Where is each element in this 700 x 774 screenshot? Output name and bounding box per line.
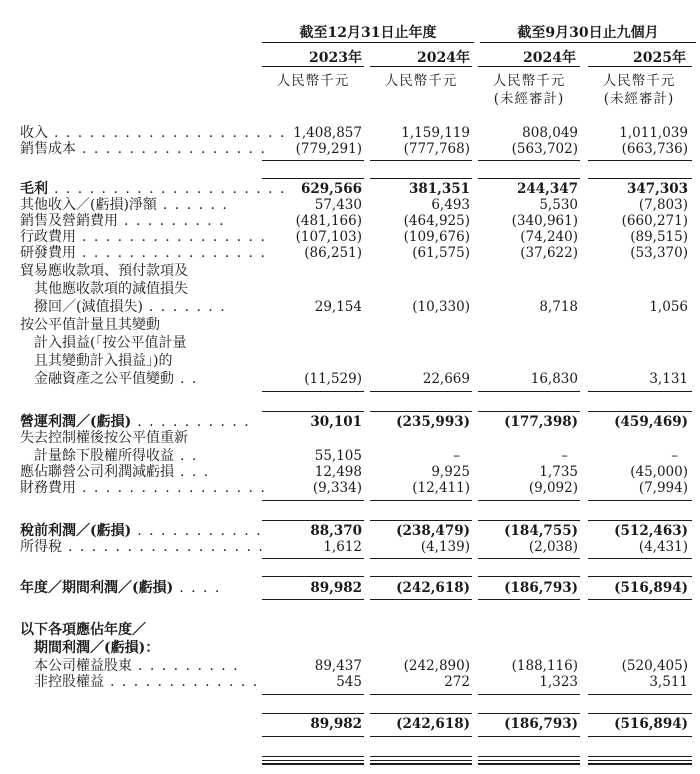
year-rule-2 bbox=[370, 66, 472, 67]
row-label bbox=[20, 523, 262, 539]
leader-dots: . . . . . . . . . . . bbox=[131, 523, 263, 539]
row-label-text: 銷售成本 bbox=[20, 141, 76, 157]
table-rule-double bbox=[478, 760, 580, 761]
cell-value: (186,793) bbox=[504, 716, 578, 732]
table-rule bbox=[588, 500, 692, 501]
row-label-text: 計入損益(「按公平值計量 bbox=[34, 335, 187, 351]
table-rule bbox=[588, 558, 692, 559]
table-rule bbox=[262, 736, 364, 737]
cell-value: 1,408,857 bbox=[293, 125, 362, 141]
cell-value: 12,498 bbox=[314, 464, 362, 480]
cell-value: (242,618) bbox=[396, 580, 470, 596]
table-rule-double bbox=[588, 760, 692, 761]
table-rule bbox=[370, 411, 472, 412]
cell-value: 1,011,039 bbox=[619, 125, 688, 141]
row-label-text: 稅前利潤／(虧損) bbox=[20, 523, 132, 539]
cell-value: (9,334) bbox=[312, 480, 362, 496]
row-label-text: 失去控制權後按公平值重新 bbox=[20, 430, 188, 446]
table-rule bbox=[370, 558, 472, 559]
row-label-text: 非控股權益 bbox=[34, 674, 104, 690]
table-rule bbox=[262, 694, 364, 695]
row-label-text: 應佔聯營公司利潤減虧損 bbox=[20, 464, 174, 480]
cell-value: 88,370 bbox=[310, 523, 362, 539]
table-rule bbox=[588, 694, 692, 695]
row-label bbox=[20, 213, 225, 229]
table-rule bbox=[262, 391, 364, 392]
cell-value: (235,993) bbox=[396, 414, 470, 430]
cell-value: 1,056 bbox=[649, 299, 688, 315]
cell-value: (777,768) bbox=[403, 141, 470, 157]
leader-dots: . . . . . . . . . . . . . . . . . bbox=[62, 539, 265, 555]
leader-dots: . . bbox=[174, 448, 198, 464]
table-rule bbox=[478, 756, 580, 757]
table-rule bbox=[478, 713, 580, 714]
cell-value: (89,515) bbox=[630, 229, 688, 245]
cell-value: (177,398) bbox=[504, 414, 578, 430]
unit-col1: 人民幣千元 bbox=[276, 73, 350, 89]
table-rule bbox=[370, 599, 472, 600]
row-label bbox=[20, 622, 146, 638]
row-label bbox=[20, 480, 266, 496]
unaudited-col3: (未經審計) bbox=[493, 91, 565, 107]
leader-dots: . . . . . . . . . . . . . . . . . . . . bbox=[48, 181, 287, 197]
row-label bbox=[34, 371, 198, 387]
year-2023: 2023年 bbox=[309, 50, 362, 66]
cell-value: (12,411) bbox=[412, 480, 470, 496]
cell-value: 22,669 bbox=[422, 371, 470, 387]
table-rule bbox=[478, 694, 580, 695]
cell-value: (242,618) bbox=[396, 716, 470, 732]
header-rule-annual bbox=[262, 42, 474, 43]
year-2024-nine: 2024年 bbox=[523, 50, 576, 66]
cell-value: 89,437 bbox=[314, 658, 362, 674]
table-rule-double bbox=[262, 763, 364, 765]
table-rule bbox=[262, 576, 364, 577]
table-rule bbox=[588, 160, 692, 161]
cell-value: (186,793) bbox=[504, 580, 578, 596]
row-label-text: 所得稅 bbox=[20, 539, 62, 555]
row-label bbox=[20, 539, 264, 555]
cell-value: 1,323 bbox=[539, 674, 578, 690]
cell-value: (242,890) bbox=[403, 658, 470, 674]
cell-value: (11,529) bbox=[304, 371, 362, 387]
row-label-text: 貿易應收款項、預付款項及 bbox=[20, 263, 188, 279]
cell-value: (45,000) bbox=[630, 464, 688, 480]
cell-value: (7,994) bbox=[638, 480, 688, 496]
table-rule bbox=[262, 160, 364, 161]
table-rule bbox=[478, 599, 580, 600]
cell-value: 30,101 bbox=[310, 414, 362, 430]
cell-value: (779,291) bbox=[295, 141, 362, 157]
leader-dots: . . . . . . . . . bbox=[118, 213, 226, 229]
table-rule bbox=[370, 520, 472, 521]
cell-value: (563,702) bbox=[511, 141, 578, 157]
cell-value: (10,330) bbox=[412, 299, 470, 315]
row-label-text: 年度／期間利潤／(虧損) bbox=[20, 580, 174, 596]
table-rule bbox=[478, 576, 580, 577]
row-label bbox=[34, 353, 172, 369]
table-rule bbox=[588, 178, 692, 179]
row-label bbox=[20, 263, 188, 279]
cell-value: (238,479) bbox=[396, 523, 470, 539]
leader-dots: . . . bbox=[174, 464, 210, 480]
row-label bbox=[20, 141, 266, 157]
cell-value: (86,251) bbox=[304, 245, 362, 261]
row-label bbox=[34, 281, 188, 297]
cell-value: (7,803) bbox=[638, 197, 688, 213]
table-rule bbox=[478, 391, 580, 392]
table-rule bbox=[262, 756, 364, 757]
cell-value: (53,370) bbox=[630, 245, 688, 261]
cell-value: (464,925) bbox=[403, 213, 470, 229]
cell-value: – bbox=[561, 448, 568, 464]
table-rule-double bbox=[262, 760, 364, 761]
cell-value: (109,676) bbox=[403, 229, 470, 245]
table-rule bbox=[370, 713, 472, 714]
table-rule-double bbox=[478, 763, 580, 765]
table-rule bbox=[588, 520, 692, 521]
cell-value: 1,735 bbox=[539, 464, 578, 480]
cell-value: 89,982 bbox=[310, 716, 362, 732]
row-label-text: 研發費用 bbox=[20, 245, 76, 261]
cell-value: 55,105 bbox=[314, 448, 362, 464]
row-label-text: 金融資產之公平值變動 bbox=[34, 371, 174, 387]
row-label bbox=[20, 197, 228, 213]
table-rule bbox=[370, 756, 472, 757]
table-rule bbox=[370, 178, 472, 179]
table-rule bbox=[370, 694, 472, 695]
header-rule-ninemonths bbox=[480, 42, 696, 43]
year-2024-annual: 2024年 bbox=[417, 50, 470, 66]
cell-value: 9,925 bbox=[431, 464, 470, 480]
leader-dots: . . . . . . . bbox=[142, 299, 227, 315]
unit-col4: 人民幣千元 bbox=[602, 73, 676, 89]
cell-value: 808,049 bbox=[522, 125, 578, 141]
table-rule bbox=[588, 599, 692, 600]
cell-value: – bbox=[453, 448, 460, 464]
cell-value: (61,575) bbox=[412, 245, 470, 261]
table-rule bbox=[588, 736, 692, 737]
table-rule bbox=[588, 411, 692, 412]
unit-col3: 人民幣千元 bbox=[492, 73, 566, 89]
row-label-text: 毛利 bbox=[20, 181, 48, 197]
cell-value: 57,430 bbox=[314, 197, 362, 213]
cell-value: 16,830 bbox=[530, 371, 578, 387]
row-label-text: 撥回／(減值損失) bbox=[34, 299, 143, 315]
row-label bbox=[20, 414, 250, 430]
row-label-text: 計量餘下股權所得收益 bbox=[34, 448, 174, 464]
cell-value: 347,303 bbox=[626, 181, 688, 197]
row-label bbox=[34, 674, 259, 690]
table-rule-double bbox=[588, 763, 692, 765]
leader-dots: . . . . . . . . . bbox=[132, 658, 240, 674]
row-label bbox=[34, 448, 198, 464]
row-label bbox=[20, 464, 210, 480]
row-label-text: 其他收入／(虧損)淨額 bbox=[20, 197, 157, 213]
table-rule bbox=[370, 736, 472, 737]
cell-value: (37,622) bbox=[520, 245, 578, 261]
cell-value: 381,351 bbox=[408, 181, 470, 197]
cell-value: 89,982 bbox=[310, 580, 362, 596]
table-rule bbox=[478, 160, 580, 161]
cell-value: (184,755) bbox=[504, 523, 578, 539]
table-rule bbox=[262, 713, 364, 714]
cell-value: 545 bbox=[336, 674, 362, 690]
row-label bbox=[34, 658, 239, 674]
cell-value: (4,139) bbox=[420, 539, 470, 555]
row-label bbox=[20, 229, 266, 245]
year-rule-3 bbox=[478, 66, 580, 67]
leader-dots: . . . . . . . . . . . . . . . . bbox=[76, 480, 267, 496]
table-rule bbox=[262, 411, 364, 412]
row-label-text: 期間利潤／(虧損)： bbox=[34, 640, 160, 656]
leader-dots: . . . . . . . . . . . . . bbox=[104, 674, 259, 690]
year-2025: 2025年 bbox=[633, 50, 686, 66]
cell-value: (516,894) bbox=[614, 716, 688, 732]
table-rule bbox=[262, 500, 364, 501]
table-rule bbox=[588, 391, 692, 392]
leader-dots: . . . . . . bbox=[156, 197, 229, 213]
cell-value: 29,154 bbox=[314, 299, 362, 315]
table-rule bbox=[370, 500, 472, 501]
cell-value: (4,431) bbox=[638, 539, 688, 555]
row-label bbox=[20, 430, 188, 446]
row-label bbox=[20, 181, 286, 197]
row-label-text: 營運利潤／(虧損) bbox=[20, 414, 132, 430]
row-label-text: 收入 bbox=[20, 125, 48, 141]
row-label-text: 以下各項應佔年度／ bbox=[20, 622, 146, 638]
row-label bbox=[34, 335, 186, 351]
table-rule bbox=[478, 178, 580, 179]
cell-value: (520,405) bbox=[621, 658, 688, 674]
leader-dots: . . . . bbox=[173, 580, 221, 596]
leader-dots: . . . . . . . . . . . . . . . . bbox=[76, 245, 267, 261]
cell-value: 8,718 bbox=[539, 299, 578, 315]
cell-value: 244,347 bbox=[516, 181, 578, 197]
row-label bbox=[20, 245, 266, 261]
header-group-annual: 截至12月31日止年度 bbox=[299, 25, 437, 41]
cell-value: (663,736) bbox=[621, 141, 688, 157]
table-rule bbox=[370, 576, 472, 577]
year-rule-4 bbox=[588, 66, 692, 67]
cell-value: (9,092) bbox=[528, 480, 578, 496]
row-label bbox=[34, 299, 226, 315]
leader-dots: . . . . . . . . . . . . . . . . bbox=[76, 229, 267, 245]
unaudited-col4: (未經審計) bbox=[603, 91, 675, 107]
leader-dots: . . . . . . . . . . bbox=[131, 414, 251, 430]
table-rule bbox=[370, 160, 472, 161]
row-label-text: 財務費用 bbox=[20, 480, 76, 496]
leader-dots: . . . . . . . . . . . . . . . . . . . . bbox=[48, 125, 287, 141]
table-rule bbox=[478, 736, 580, 737]
table-rule bbox=[588, 756, 692, 757]
row-label bbox=[34, 640, 159, 656]
row-label-text: 本公司權益股東 bbox=[34, 658, 132, 674]
cell-value: 629,566 bbox=[300, 181, 362, 197]
table-rule bbox=[478, 558, 580, 559]
row-label bbox=[20, 580, 221, 596]
table-rule bbox=[370, 391, 472, 392]
cell-value: 5,530 bbox=[539, 197, 578, 213]
header-group-ninemonths: 截至9月30日止九個月 bbox=[517, 25, 659, 41]
cell-value: (481,166) bbox=[295, 213, 362, 229]
cell-value: 3,511 bbox=[649, 674, 688, 690]
cell-value: 3,131 bbox=[649, 371, 688, 387]
cell-value: (660,271) bbox=[621, 213, 688, 229]
leader-dots: . . . . . . . . . . . . . . . . bbox=[76, 141, 267, 157]
row-label-text: 行政費用 bbox=[20, 229, 76, 245]
row-label bbox=[20, 317, 160, 333]
cell-value: – bbox=[671, 448, 678, 464]
table-rule bbox=[478, 500, 580, 501]
cell-value: (459,469) bbox=[614, 414, 688, 430]
table-rule bbox=[478, 520, 580, 521]
table-rule bbox=[588, 576, 692, 577]
year-rule-1 bbox=[262, 66, 364, 67]
table-rule bbox=[588, 713, 692, 714]
table-rule bbox=[262, 520, 364, 521]
table-rule bbox=[478, 411, 580, 412]
cell-value: (340,961) bbox=[511, 213, 578, 229]
cell-value: 272 bbox=[444, 674, 470, 690]
table-rule-double bbox=[370, 763, 472, 765]
row-label-text: 按公平值計量且其變動 bbox=[20, 317, 160, 333]
row-label-text: 其他應收款項的減值損失 bbox=[34, 281, 188, 297]
cell-value: 1,159,119 bbox=[401, 125, 470, 141]
table-rule bbox=[262, 558, 364, 559]
leader-dots: . . bbox=[174, 371, 198, 387]
cell-value: (2,038) bbox=[528, 539, 578, 555]
unit-col2: 人民幣千元 bbox=[384, 73, 458, 89]
table-rule bbox=[262, 599, 364, 600]
cell-value: (107,103) bbox=[295, 229, 362, 245]
cell-value: (512,463) bbox=[614, 523, 688, 539]
table-rule bbox=[262, 178, 364, 179]
cell-value: 6,493 bbox=[431, 197, 470, 213]
row-label-text: 銷售及營銷費用 bbox=[20, 213, 118, 229]
cell-value: (516,894) bbox=[614, 580, 688, 596]
row-label-text: 且其變動計入損益」)的 bbox=[34, 353, 173, 369]
cell-value: 1,612 bbox=[323, 539, 362, 555]
cell-value: (188,116) bbox=[511, 658, 578, 674]
row-label bbox=[20, 125, 286, 141]
cell-value: (74,240) bbox=[520, 229, 578, 245]
table-rule-double bbox=[370, 760, 472, 761]
